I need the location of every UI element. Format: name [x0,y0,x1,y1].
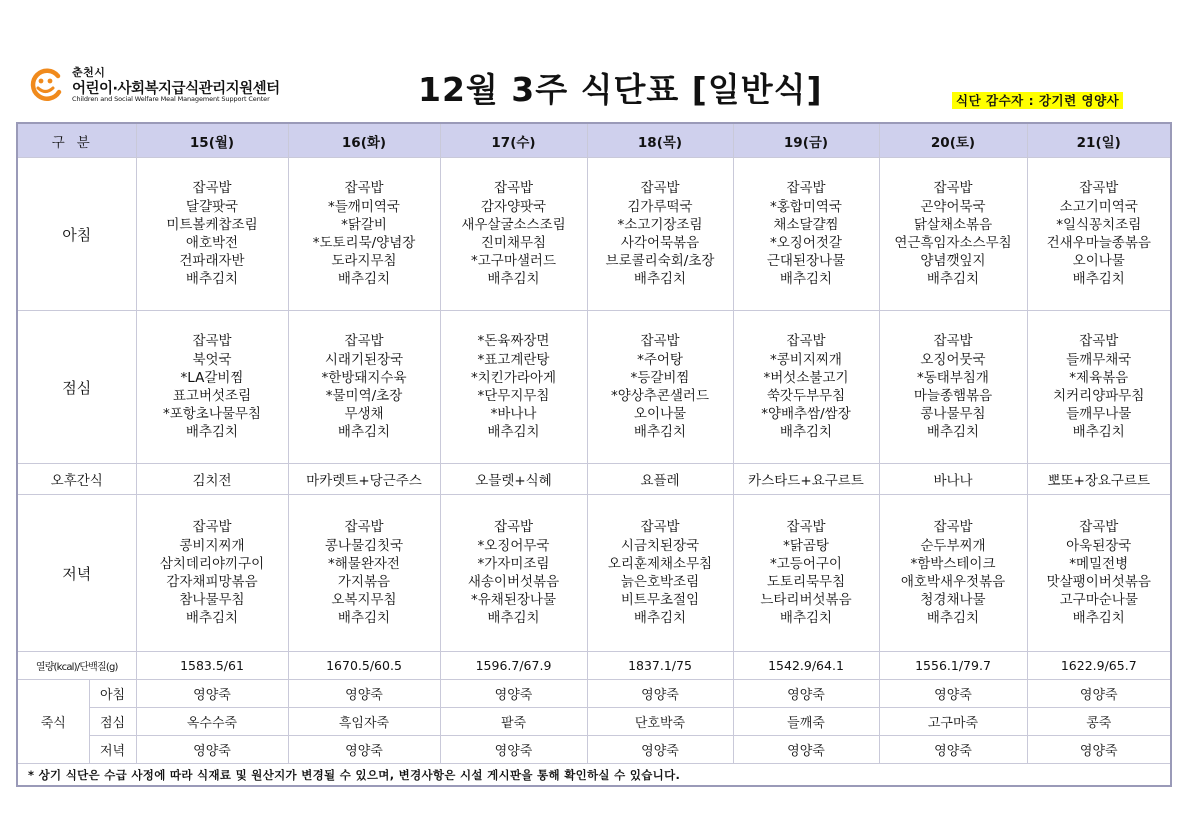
menu-item: *콩비지찌개 [770,351,842,368]
snack-cell: 바나나 [879,464,1027,495]
menu-item: 배추김치 [1072,424,1125,441]
menu-item: 잡곡밥 [1079,180,1119,197]
header-day: 17(수) [440,123,587,158]
menu-item: 잡곡밥 [640,333,680,350]
smile-logo-icon [28,66,64,102]
porridge-cell: 옥수수죽 [136,708,288,736]
menu-item: 무생채 [344,406,384,423]
menu-item: 배추김치 [1072,610,1125,627]
header-day: 18(목) [587,123,733,158]
dinner-cell [879,495,1027,652]
porridge-cell: 영양죽 [587,680,733,708]
menu-item: 배추김치 [633,424,687,441]
dinner-row [17,495,1171,652]
menu-item: *홍합미역국 [770,198,842,215]
menu-item: 사각어묵볶음 [620,235,700,251]
porridge-cell: 영양죽 [733,680,879,708]
menu-item: 콩나물무침 [920,406,986,423]
menu-item: 오징어뭇국 [920,351,986,368]
menu-item: 참나물무침 [179,592,245,609]
porridge-cell: 들깨죽 [733,708,879,736]
menu-item: 비트무초절임 [620,592,700,609]
menu-item: 느타리버섯볶음 [760,592,852,609]
menu-item: 배추김치 [926,271,980,288]
menu-item: *등갈비찜 [630,369,690,386]
menu-item: 잡곡밥 [192,333,232,350]
menu-item: 들깨무나물 [1066,406,1132,423]
menu-item: 잡곡밥 [344,519,384,536]
menu-item: 김가루떡국 [627,198,693,215]
porridge-cell: 영양죽 [1027,736,1171,764]
menu-item: 늙은호박조림 [620,574,700,590]
menu-item: *양배추쌈/쌈장 [761,406,851,423]
menu-item: *도토리묵/양념장 [312,235,416,251]
dinner-cell [288,495,440,652]
header-day: 20(토) [879,123,1027,158]
menu-item: *LA갈비찜 [180,369,244,386]
porridge-sub-label: 아침 [89,680,136,708]
menu-item: 도라지무침 [331,253,397,270]
porridge-cell: 영양죽 [288,680,440,708]
porridge-cell: 흑임자죽 [288,708,440,736]
nutrition-row [17,652,1171,680]
menu-item: 닭살채소볶음 [913,216,993,233]
porridge-cell: 팥죽 [440,708,587,736]
meal-plan-table [16,122,1172,787]
menu-item: *메밀전병 [1069,555,1129,572]
menu-item: 배추김치 [185,271,239,288]
menu-item: *오징어무국 [477,537,550,554]
menu-item: 감자양팟국 [480,198,547,215]
menu-item: *주어탕 [637,351,683,368]
menu-item: 배추김치 [633,610,687,627]
menu-item: 고구마순나물 [1059,592,1138,609]
menu-item: 잡곡밥 [192,519,232,536]
logo-city: 춘천시 [72,66,106,79]
menu-item: 배추김치 [487,424,540,441]
menu-item: 배추김치 [926,424,980,441]
menu-item: *동태부침개 [917,369,989,386]
menu-item: 잡곡밥 [786,333,826,350]
menu-item: *닭곰탕 [783,537,829,554]
menu-item: *버섯소불고기 [763,369,849,386]
row-label-breakfast: 아침 [17,158,136,311]
menu-item: *제육볶음 [1069,369,1129,386]
breakfast-cell [879,158,1027,311]
snack-cell: 요플레 [587,464,733,495]
porridge-row-breakfast [17,680,1171,708]
dinner-cell [733,495,879,652]
header-row [17,123,1171,158]
porridge-cell: 영양죽 [733,736,879,764]
snack-cell: 뽀또+장요구르트 [1027,464,1171,495]
menu-item: 시래기된장국 [324,351,404,368]
footnote: * 상기 식단은 수급 사정에 따라 식재료 및 원산지가 변경될 수 있으며, 변경사항은 시설 게시판을 통해 확인하실 수 있습니다. [17,764,1171,787]
menu-item: 달걀팟국 [185,198,239,215]
menu-item: *고구마샐러드 [471,253,556,270]
breakfast-cell [1027,158,1171,311]
lunch-cell [288,311,440,464]
menu-item: *한방돼지수육 [321,369,407,386]
dinner-cell [440,495,587,652]
porridge-cell: 단호박죽 [587,708,733,736]
supervisor-badge: 식단 감수자 : 강기련 영양사 [952,92,1123,109]
menu-item: 잡곡밥 [1079,333,1119,350]
menu-item: 배추김치 [926,610,980,627]
menu-item: 배추김치 [633,271,687,288]
menu-item: 콩나물김칫국 [324,537,404,554]
menu-item: 아욱된장국 [1066,537,1132,554]
menu-item: 잡곡밥 [192,180,232,197]
menu-item: 오이나물 [1072,253,1125,270]
menu-item: 순두부찌개 [920,537,986,554]
lunch-cell [136,311,288,464]
porridge-cell: 영양죽 [440,680,587,708]
menu-item: *양상추콘샐러드 [610,388,710,404]
menu-item: 배추김치 [337,424,391,441]
menu-item: 애호박새우젓볶음 [900,574,1006,590]
menu-item: *소고기장조림 [617,216,703,233]
breakfast-cell [440,158,587,311]
menu-item: 배추김치 [779,610,833,627]
lunch-cell [440,311,587,464]
menu-item: 연근흑임자소스무침 [894,235,1012,251]
porridge-row-dinner [17,736,1171,764]
breakfast-cell [587,158,733,311]
footnote-row [17,764,1171,787]
menu-item: 오복지무침 [331,592,397,609]
menu-item: 미트볼케찹조림 [166,216,258,233]
menu-item: *돈육짜장면 [477,333,550,350]
menu-item: *표고계란탕 [477,351,550,368]
menu-item: 쑥갓두부무침 [766,388,846,404]
snack-cell: 카스타드+요구르트 [733,464,879,495]
menu-item: *단무지무침 [477,388,550,404]
nutrition-cell: 1596.7/67.9 [440,652,587,680]
menu-item: *해물완자전 [328,555,400,572]
header-gubun: 구분 [17,123,136,158]
breakfast-row [17,158,1171,311]
porridge-cell: 영양죽 [136,680,288,708]
porridge-cell: 영양죽 [440,736,587,764]
nutrition-cell: 1622.9/65.7 [1027,652,1171,680]
menu-item: 배추김치 [185,424,239,441]
menu-item: 잡곡밥 [493,519,534,536]
snack-cell: 마카렛트+당근주스 [288,464,440,495]
row-label-nutrition: 열량(kcal)/단백질(g) [17,652,136,680]
page-title: 12월 3주 식단표 [일반식] [418,70,823,109]
lunch-row [17,311,1171,464]
menu-item: 잡곡밥 [640,180,680,197]
dinner-cell [587,495,733,652]
menu-item: 표고버섯조림 [172,388,252,404]
porridge-cell: 고구마죽 [879,708,1027,736]
header-day: 15(월) [136,123,288,158]
breakfast-cell [733,158,879,311]
lunch-cell [879,311,1027,464]
menu-item: 감자채피망볶음 [166,574,258,590]
row-label-porridge: 죽식 [17,680,89,764]
menu-item: 마늘종햄볶음 [913,388,993,404]
nutrition-cell: 1542.9/64.1 [733,652,879,680]
menu-item: 치커리양파무침 [1053,388,1145,404]
menu-item: 삼치데리야끼구이 [159,555,265,572]
menu-item: 잡곡밥 [933,180,973,197]
menu-item: 잡곡밥 [786,180,826,197]
menu-item: 잡곡밥 [344,180,384,197]
menu-item: 양념깻잎지 [920,253,986,270]
porridge-cell: 영양죽 [879,736,1027,764]
porridge-cell: 영양죽 [1027,680,1171,708]
menu-item: *포항초나물무침 [162,406,262,423]
header-day: 16(화) [288,123,440,158]
menu-item: 근대된장나물 [766,253,846,270]
header-day: 19(금) [733,123,879,158]
menu-item: 채소달걀찜 [773,216,839,233]
menu-item: 맛살팽이버섯볶음 [1046,574,1151,590]
porridge-cell: 영양죽 [879,680,1027,708]
menu-item: 잡곡밥 [1079,519,1119,536]
menu-item: 북엇국 [192,351,232,368]
dinner-cell [1027,495,1171,652]
snack-cell: 김치전 [136,464,288,495]
menu-item: 배추김치 [185,610,239,627]
porridge-cell: 영양죽 [136,736,288,764]
menu-item: 건새우마늘종볶음 [1046,235,1151,251]
menu-item: 잡곡밥 [933,519,973,536]
snack-cell: 오믈렛+식혜 [440,464,587,495]
menu-item: 배추김치 [779,424,833,441]
dinner-cell [136,495,288,652]
lunch-cell [1027,311,1171,464]
center-logo [28,64,328,104]
nutrition-cell: 1583.5/61 [136,652,288,680]
menu-item: 잡곡밥 [933,333,973,350]
menu-item: 배추김치 [337,610,391,627]
menu-item: 새우살굴소스조림 [461,216,566,233]
snack-row [17,464,1171,495]
menu-item: 시금치된장국 [620,537,700,554]
menu-item: 가지볶음 [337,574,391,590]
menu-item: *고등어구이 [770,555,842,572]
menu-item: *들깨미역국 [328,198,400,215]
row-label-snack: 오후간식 [17,464,136,495]
menu-item: 배추김치 [337,271,391,288]
menu-item: 들깨무채국 [1066,351,1132,368]
header-day: 21(일) [1027,123,1171,158]
menu-item: 잡곡밥 [493,180,534,197]
menu-item: *일식꽁치조림 [1056,216,1142,233]
menu-item: 잡곡밥 [344,333,384,350]
menu-item: 콩비지찌개 [179,537,245,554]
menu-item: 브로콜리숙회/초장 [605,253,715,270]
menu-item: *유채된장나물 [471,592,556,609]
menu-item: 애호박전 [185,235,239,251]
menu-item: 진미채무침 [480,235,547,251]
menu-item: *오징어젓갈 [770,235,842,251]
menu-item: 배추김치 [779,271,833,288]
lunch-cell [587,311,733,464]
porridge-row-lunch [17,708,1171,736]
breakfast-cell [288,158,440,311]
porridge-sub-label: 점심 [89,708,136,736]
menu-item: 잡곡밥 [786,519,826,536]
menu-item: 잡곡밥 [640,519,680,536]
porridge-sub-label: 저녁 [89,736,136,764]
menu-item: 배추김치 [487,610,540,627]
nutrition-cell: 1837.1/75 [587,652,733,680]
menu-item: 소고기미역국 [1059,198,1138,215]
row-label-dinner: 저녁 [17,495,136,652]
menu-item: *물미역/초장 [325,388,403,404]
row-label-lunch: 점심 [17,311,136,464]
menu-item: *함박스테이크 [910,555,996,572]
nutrition-cell: 1556.1/79.7 [879,652,1027,680]
menu-item: 건파래자반 [179,253,245,270]
menu-item: 도토리묵무침 [766,574,846,590]
nutrition-cell: 1670.5/60.5 [288,652,440,680]
menu-item: 새송이버섯볶음 [467,574,560,590]
menu-item: 곤약어묵국 [920,198,986,215]
menu-item: *닭갈비 [341,216,387,233]
breakfast-cell [136,158,288,311]
menu-item: *치킨가라아게 [471,369,556,386]
menu-item: 오리훈제채소무침 [607,555,713,572]
menu-item: *바나나 [490,406,537,423]
logo-name: 어린이·사회복지급식관리지원센터 [72,81,280,97]
lunch-cell [733,311,879,464]
menu-item: 배추김치 [487,271,540,288]
menu-item: 청경채나물 [920,592,986,609]
menu-item: 오이나물 [633,406,687,423]
porridge-cell: 콩죽 [1027,708,1171,736]
porridge-cell: 영양죽 [587,736,733,764]
logo-english-name: Children and Social Welfare Meal Management Support Center [72,95,270,103]
menu-item: *가자미조림 [477,555,550,572]
menu-item: 배추김치 [1072,271,1125,288]
porridge-cell: 영양죽 [288,736,440,764]
